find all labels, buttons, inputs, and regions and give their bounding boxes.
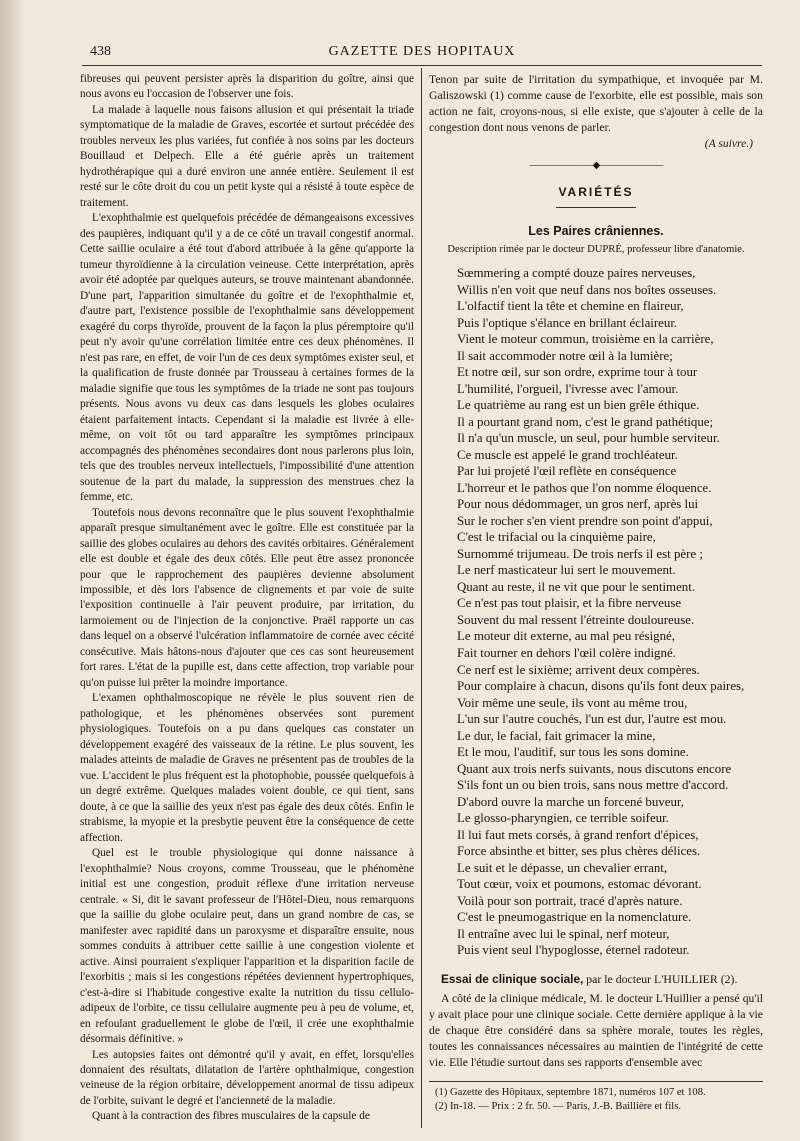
poem-line: C'est le trifacial ou la cinquième paire, bbox=[457, 530, 656, 545]
paragraph: fibreuses qui peuvent persister après la disparition du goître, ainsi que nous avons eu l'occasion de l'observer une fois. bbox=[80, 73, 414, 101]
column-divider bbox=[421, 68, 422, 1128]
poem-line: Le quatrième au rang est un bien grêle éthique. bbox=[457, 398, 700, 413]
essai-title: Essai de clinique sociale, bbox=[441, 971, 584, 986]
poem-line: Fait tourner en dehors l'œil colère indigné. bbox=[457, 645, 676, 660]
footnote-rule bbox=[429, 1081, 763, 1082]
right-column bbox=[429, 72, 763, 1134]
poem-line: Force absinthe et bitter, ses plus chères délices. bbox=[457, 844, 701, 859]
paragraph: L'exophthalmie est quelquefois précédée de démangeaisons excessives des paupières, indiquant qu'il y a de ce côté un travail congestif anormal. Cette saillie oculaire a été tout d'abord attribuée à la gêne qu'apporte la tumeur thyroïdienne à la circulation veineuse. Cette interprétation, après avoir été adoptée par quelques auteurs, se trouve maintenant abandonnée. D'une part, l'apparition simultanée du goître et de l'exophthalmie et, d'autre part, l'existence possible de l'exophthalmie sans développement exagéré du corps thyroïde, prouvent de la façon la plus péremptoire qu'il peut n'y avoir qu'une corrélation limitée entre ces deux phénomènes. Il n'est pas rare, en effet, de voir l'un de ces deux symptômes exister seul, et la qualification de fruste donnée par Trousseau à certaines formes de la maladie signifie que tous les symptômes de la triade ne sont pas toujours présents. Nous avons vu deux cas dans lesquels les globes oculaires étaient parfaitement intacts. Cependant si la maladie est livrée à elle-même, on voit tôt ou tard apparaître les symptômes principaux accompagnés des phénomènes secondaires dont nous parlerons plus loin, tels que des troubles nerveux intellectuels, l'impossibilité d'une attention soutenue de la part du malade, la suppression des menstrues chez la femme, etc. bbox=[80, 212, 414, 504]
footnote: (1) Gazette des Hôpitaux, septembre 1871, numéros 107 et 108. bbox=[435, 1086, 706, 1098]
poem-line: Il sait accommoder notre œil à la lumière; bbox=[457, 348, 673, 363]
poem-line: Surnommé trijumeau. De trois nerfs il est père ; bbox=[457, 546, 703, 561]
poem-line: Il a pourtant grand nom, c'est le grand pathétique; bbox=[457, 414, 714, 429]
article-byline: Description rimée par le docteur DUPRÉ, professeur libre d'anatomie. bbox=[447, 244, 745, 256]
poem-line: Et notre œil, sur son ordre, exprime tour à tour bbox=[457, 365, 698, 380]
paragraph: Toutefois nous devons reconnaître que le plus souvent l'exophthalmie apparaît presque simultanément avec le goître. Elle est constituée par la saillie des globes oculaires au dehors des cavités orbitaires. Généralement elle est double et égale des deux côtés. Elle peut être assez prononcée pour que le rapprochement des paupières devienne absolument impossible, et dès lors l'absence de clignements et par voie de suite l'exposition continuelle à l'air peuvent produire, par irritation, du larmoiement ou de l'injection de la conjonctive. Praël rapporte un cas dans lequel on a observé l'ulcération inflammatoire de cornée avec cécité consécutive. Mais hâtons-nous d'ajouter que ces cas sont heureusement fort rares. L'état de la pupille est, dans cette affection, trop variable pour qu'on puisse lui prêter la moindre importance. bbox=[80, 506, 414, 689]
paragraph: Tenon par suite de l'irritation du sympathique, et invoquée par M. Galiszowski (1) comme cause de l'exorbite, elle est possible, mais son action ne fait, croyons-nous, si elle existe, que s'ajouter à celle de la congestion dont nous venons de parler. bbox=[429, 73, 763, 135]
left-column bbox=[80, 72, 414, 1134]
paragraph: Les autopsies faites ont démontré qu'il y avait, en effet, lorsqu'elles donnaient des résultats, dilatation de l'artère ophthalmique, congestion veineuse de la région orbitaire, développement anormal de tissu adipeux de l'orbite, suivant le degré et l'ancienneté de la maladie. bbox=[80, 1048, 414, 1107]
poem-line: Ce n'est pas tout plaisir, et la fibre nerveuse bbox=[457, 596, 682, 611]
poem-line: Par lui projeté l'œil reflète en conséquence bbox=[457, 464, 677, 479]
poem-line: Pour complaire à chacun, disons qu'ils font deux paires, bbox=[457, 679, 745, 694]
paragraph: Quel est le trouble physiologique qui donne naissance à l'exophthalmie? Nous croyons, comme Trousseau, que le phénomène initial est une congestion, produit réflexe d'une irritation nerveuse centrale. « Si, dit le savant professeur de l'Hôtel-Dieu, nous remarquons que la saillie du globe oculaire peut, dans un grand nombre de cas, se manifester avec rapidité dans un paroxysme et disparaître ensuite, nous sommes conduits à attribuer cette saillie à une congestion violente et active. Ainsi pourraient s'expliquer l'apparition et la disparition facile de l'exorbitis ; mais si les congestions répétées deviennent hypertrophiques, c'est-à-dire si l'habitude congestive exalte la nutrition du tissu cellulo-adipeux de l'orbite, ce tissu cellulaire augmente peu à peu de volume, et, en refoulant graduellement le globe de l'œil, il crée une exophthalmie désormais définitive. » bbox=[80, 847, 414, 1046]
poem-line: L'horreur et le pathos que l'on nomme éloquence. bbox=[457, 480, 712, 495]
poem-line: C'est le pneumogastrique en la nomenclature. bbox=[457, 910, 692, 925]
poem-line: Sœmmering a compté douze paires nerveuses, bbox=[457, 266, 696, 281]
footnote: (2) In-18. — Prix : 2 fr. 50. — Paris, J.-B. Baillière et fils. bbox=[435, 1100, 681, 1112]
poem-line: Le nerf masticateur lui sert le mouvement. bbox=[457, 563, 676, 578]
article-title: Les Paires crâniennes. bbox=[528, 224, 664, 239]
essai-author: par le docteur L'HUILLIER (2). bbox=[586, 971, 738, 986]
poem-line: L'humilité, l'orgueil, l'ivresse avec l'amour. bbox=[457, 381, 679, 396]
section-title: VARIÉTÉS bbox=[558, 185, 634, 200]
paragraph: Quant à la contraction des fibres musculaires de la capsule de bbox=[92, 1110, 370, 1123]
poem-line: S'ils font un ou bien trois, sans nous mettre d'accord. bbox=[457, 778, 729, 793]
poem-line: Sur le rocher s'en vient prendre son point d'appui, bbox=[457, 513, 713, 528]
essai-paragraph: A côté de la clinique médicale, M. le docteur L'Huillier a pensé qu'il y avait place pour une clinique sociale. Cette dernière applique à la vie de chaque être considéré dans sa sphère morale, toutes les règles, toutes les connaissances nécessaires au maintien de l'intégrité de cette vie. Elle l'étudie surtout dans ses rapports d'ensemble avec bbox=[429, 991, 763, 1069]
running-head: GAZETTE DES HOPITAUX bbox=[328, 44, 516, 59]
poem-line: Il lui faut mets corsés, à grand renfort d'épices, bbox=[457, 827, 699, 842]
section-rule bbox=[556, 207, 636, 208]
poem-line: Voir même une seule, ils vont au même trou, bbox=[457, 695, 688, 710]
page-header bbox=[82, 40, 762, 64]
paragraph: L'examen ophthalmoscopique ne révèle le plus souvent rien de pathologique, et les phénomènes observées sont purement physiologiques. Toutefois on a pu dans quelques cas constater un développement exagéré des vaisseaux de la rétine. Le plus souvent, les malades atteints de maladie de Graves ne présentent pas de troubles de la vue. L'accident le plus fréquent est la photophobie, poussée quelquefois à un degré extrême. Quelques malades voient double, ce qui tient, sans doute, à ce que la saillie des yeux n'est pas égale des deux côtés. Enfin le strabisme, la myopie et la presbytie peuvent être la conséquence de cette affection. bbox=[80, 692, 414, 844]
page-number: 438 bbox=[90, 44, 111, 59]
ornament-divider: ———————◆——————— bbox=[529, 160, 663, 172]
paragraph: La malade à laquelle nous faisons allusion et qui présentait la triade symptomatique de la maladie de Graves, escortée et surtout précédée des troubles nerveux les plus variées, fut confiée à nos soins par les docteurs Bouillaud et Delpech. Elle a été guérie après un traitement hydrothérapique qui a duré environ une année entière. Seulement il est resté sur le côte droit du cou un petit kyste qui a résisté à toute espèce de traitement. bbox=[80, 103, 414, 209]
poem-line: Le dur, le facial, fait grimacer la mine, bbox=[457, 728, 656, 743]
poem bbox=[429, 265, 763, 959]
poem-line: Il n'a qu'un muscle, un seul, pour humble serviteur. bbox=[457, 431, 720, 446]
header-rule bbox=[82, 65, 762, 66]
poem-line: Pour nous dédommager, un gros nerf, après lui bbox=[457, 497, 699, 512]
page-edge-shadow bbox=[0, 0, 22, 1141]
poem-line: Et le mou, l'auditif, sur tous les sons domine. bbox=[457, 745, 689, 760]
poem-line: Quant au reste, il ne vit que pour le sentiment. bbox=[457, 579, 696, 594]
poem-line: Willis n'en voit que neuf dans nos boîtes osseuses. bbox=[457, 282, 717, 297]
poem-line: Vient le moteur commun, troisième en la carrière, bbox=[457, 332, 714, 347]
poem-line: Puis l'optique s'élance en brillant éclaireur. bbox=[457, 315, 678, 330]
essai-heading bbox=[429, 971, 763, 987]
poem-line: Il entraîne avec lui le spinal, nerf moteur, bbox=[457, 926, 670, 941]
poem-line: L'un sur l'autre couchés, l'un est dur, l'autre est mou. bbox=[457, 712, 727, 727]
poem-line: Voilà pour son portrait, tracé d'après nature. bbox=[457, 893, 683, 908]
poem-line: L'olfactif tient la tête et chemine en flaireur, bbox=[457, 299, 684, 314]
poem-line: Le glosso-pharyngien, ce terrible soifeur. bbox=[457, 811, 669, 826]
poem-line: Le moteur dit externe, au mal peu résigné, bbox=[457, 629, 675, 644]
poem-line: Ce muscle est appelé le grand trochléateur. bbox=[457, 447, 678, 462]
poem-line: D'abord ouvre la marche un forcené buveur, bbox=[457, 794, 684, 809]
continuation-note: (A suivre.) bbox=[704, 137, 753, 151]
poem-line: Souvent du mal ressent l'étreinte douloureuse. bbox=[457, 612, 695, 627]
poem-line: Le suit et le dépasse, un chevalier errant, bbox=[457, 860, 668, 875]
poem-line: Quant aux trois nerfs suivants, nous discutons encore bbox=[457, 761, 732, 776]
poem-line: Tout cœur, voix et poumons, estomac dévorant. bbox=[457, 877, 702, 892]
poem-line: Puis vient seul l'hypoglosse, éternel radoteur. bbox=[457, 943, 690, 958]
poem-line: Ce nerf est le sixième; arrivent deux compères. bbox=[457, 662, 700, 677]
